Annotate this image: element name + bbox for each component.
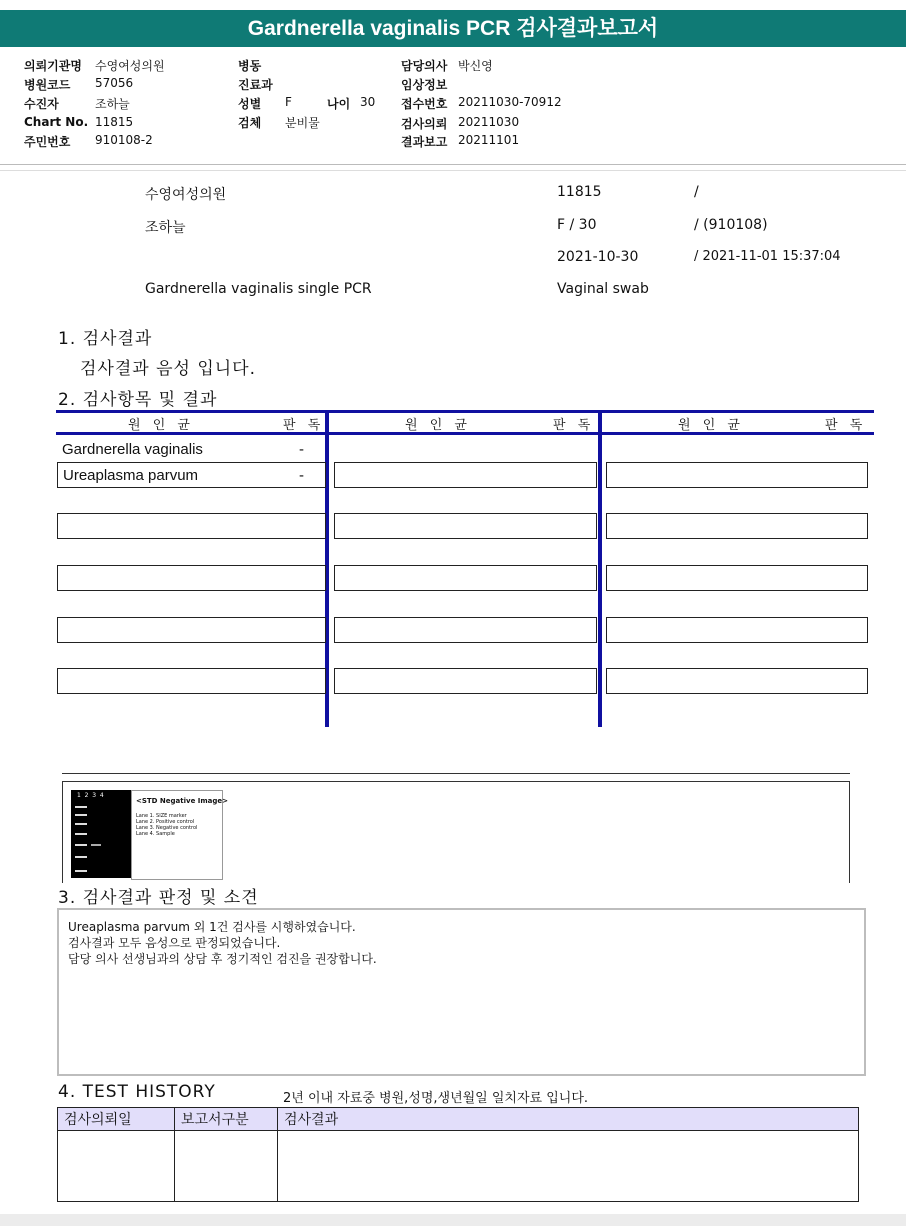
header-doctor-value: 박신영	[458, 59, 493, 73]
header-hospital-label: 의뢰기관명	[24, 59, 82, 73]
col2-pathogen-header: 원 인 균	[405, 418, 471, 433]
col1-result-header: 판 독	[283, 418, 325, 433]
header-divider-2	[0, 170, 906, 171]
header-patient-label: 수진자	[24, 97, 59, 111]
gel-lane-4: Lane 4. Sample	[136, 831, 175, 837]
row5-cell-col2	[334, 617, 597, 643]
header-hospital-code-label: 병원코드	[24, 78, 71, 92]
finding-line-1: Ureaplasma parvum 외 1건 검사를 시행하였습니다.	[68, 920, 356, 934]
header-request-label: 검사의뢰	[401, 117, 448, 131]
col3-pathogen-header: 원 인 균	[678, 418, 744, 433]
section1-heading: 1. 검사결과	[58, 329, 153, 349]
finding-line-3: 담당 의사 선생님과의 상담 후 정기적인 검진을 권장합니다.	[68, 952, 377, 966]
row4-cell-col2	[334, 565, 597, 591]
header-request-value: 20211030	[458, 115, 520, 129]
row2-cell-col3	[606, 462, 868, 488]
row4-cell-col1	[57, 565, 326, 591]
header-age-value: 30	[360, 95, 376, 109]
info-birth: / (910108)	[694, 217, 768, 233]
gel-image	[71, 790, 131, 878]
row2-pathogen: Ureaplasma parvum	[63, 467, 199, 484]
info-hospital: 수영여성의원	[145, 187, 227, 203]
header-sex-label: 성별	[238, 97, 262, 111]
header-receipt-value: 20211030-70912	[458, 95, 562, 109]
header-report-value: 20211101	[458, 133, 520, 147]
gel-panel	[62, 781, 850, 883]
gel-lane-numbers: 1 2 3 4	[77, 792, 104, 799]
row6-cell-col3	[606, 668, 868, 694]
gel-lane-1: Lane 1. SIZE marker	[136, 813, 187, 819]
history-empty-row	[58, 1131, 859, 1202]
header-specimen-label: 검체	[238, 116, 262, 130]
header-hospital-value: 수영여성의원	[95, 59, 165, 73]
info-request-date: 2021-10-30	[557, 249, 639, 265]
gel-top-rule	[62, 773, 850, 774]
col3-result-header: 판 독	[825, 418, 867, 433]
header-resident-label: 주민번호	[24, 135, 71, 149]
gel-legend	[131, 790, 229, 880]
header-doctor-label: 담당의사	[401, 59, 448, 73]
page-bottom-strip	[0, 1214, 906, 1226]
row3-cell-col3	[606, 513, 868, 539]
row1-pathogen: Gardnerella vaginalis	[62, 441, 203, 458]
grid-divider-2	[598, 410, 602, 727]
header-age-label: 나이	[327, 97, 351, 111]
header-divider	[0, 164, 906, 165]
header-dept-label: 진료과	[238, 78, 273, 92]
info-test-name: Gardnerella vaginalis single PCR	[145, 281, 372, 297]
section3-heading: 3. 검사결과 판정 및 소견	[58, 888, 259, 908]
row3-cell-col2	[334, 513, 597, 539]
history-note: 2년 이내 자료중 병원,성명,생년월일 일치자료 입니다.	[283, 1091, 589, 1106]
header-specimen-value: 분비물	[285, 116, 320, 130]
info-chart-no: 11815	[557, 184, 602, 200]
history-table	[57, 1107, 859, 1202]
header-ward-label: 병동	[238, 59, 262, 73]
header-chart-value: 11815	[95, 115, 134, 129]
col2-result-header: 판 독	[553, 418, 595, 433]
finding-line-2: 검사결과 모두 음성으로 판정되었습니다.	[68, 936, 281, 950]
findings-box	[57, 908, 866, 1076]
history-col-result: 검사결과	[278, 1108, 859, 1131]
info-specimen: Vaginal swab	[557, 281, 649, 297]
header-receipt-label: 접수번호	[401, 97, 448, 111]
section2-heading: 2. 검사항목 및 결과	[58, 390, 218, 410]
header-patient-value: 조하늘	[95, 97, 130, 111]
gel-lane-3: Lane 3. Negative control	[136, 825, 198, 831]
header-hospital-code-value: 57056	[95, 76, 134, 90]
history-col-request-date: 검사의뢰일	[58, 1108, 175, 1131]
grid-top-rule	[56, 410, 874, 413]
row6-cell-col1	[57, 668, 326, 694]
row3-cell-col1	[57, 513, 326, 539]
header-clinical-label: 임상정보	[401, 78, 448, 92]
row5-cell-col1	[57, 617, 326, 643]
header-chart-label: Chart No.	[24, 115, 89, 129]
gel-legend-title: <STD Negative Image>	[136, 797, 229, 805]
section4-heading: 4. TEST HISTORY	[58, 1082, 216, 1102]
row2-cell-col2	[334, 462, 597, 488]
col1-pathogen-header: 원 인 균	[128, 418, 194, 433]
row5-cell-col3	[606, 617, 868, 643]
section1-result: 검사결과 음성 입니다.	[80, 359, 257, 379]
header-resident-value: 910108-2	[95, 133, 153, 147]
gel-lane-2: Lane 2. Positive control	[136, 819, 195, 825]
row1-result: -	[299, 441, 304, 458]
history-col-report-type: 보고서구분	[175, 1108, 278, 1131]
row2-result: -	[299, 467, 304, 484]
info-sex-age: F / 30	[557, 217, 597, 233]
info-slash: /	[694, 184, 699, 200]
row4-cell-col3	[606, 565, 868, 591]
report-title: Gardnerella vaginalis PCR 검사결과보고서	[0, 10, 906, 47]
row6-cell-col2	[334, 668, 597, 694]
info-report-datetime: / 2021-11-01 15:37:04	[694, 249, 841, 264]
header-report-label: 결과보고	[401, 135, 448, 149]
info-patient: 조하늘	[145, 220, 186, 236]
header-sex-value: F	[285, 95, 292, 109]
